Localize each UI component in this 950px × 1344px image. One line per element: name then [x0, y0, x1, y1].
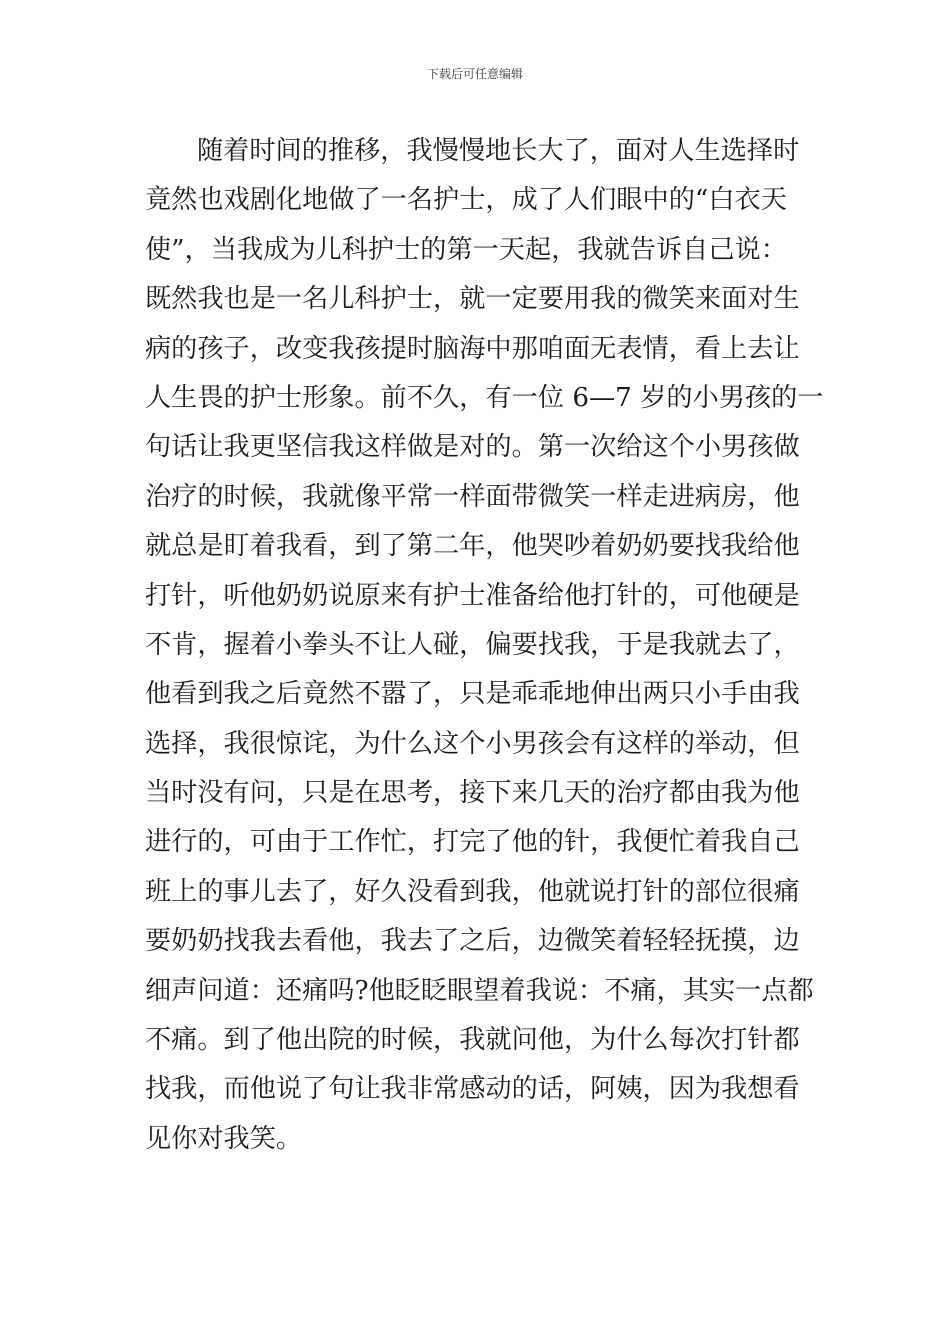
text-line: 不痛。到了他出院的时候，我就问他，为什么每次打针都	[145, 1025, 800, 1056]
text-line: 随着时间的推移，我慢慢地长大了，面对人生选择时	[197, 136, 800, 166]
text-line: 见你对我笑。	[145, 1123, 303, 1154]
text-line: 就总是盯着我看，到了第二年，他哭吵着奶奶要找我给他	[145, 531, 800, 562]
text-line: 找我，而他说了句让我非常感动的话，阿姨，因为我想看	[145, 1074, 800, 1105]
text-line: 治疗的时候，我就像平常一样面带微笑一样走进病房，他	[145, 481, 800, 512]
text-line: 班上的事儿去了，好久没看到我，他就说打针的部位很痛	[145, 876, 800, 907]
text-line: 竟然也戏剧化地做了一名护士，成了人们眼中的“白衣天	[145, 185, 787, 216]
text-line: 打针，听他奶奶说原来有护士准备给他打针的，可他硬是	[145, 580, 800, 611]
text-line: 选择，我很惊诧，为什么这个小男孩会有这样的举动，但	[145, 728, 800, 759]
text-line: 不肯，握着小拳头不让人碰，偏要找我，于是我就去了，	[145, 629, 800, 660]
page-header: 下载后可任意编辑	[426, 67, 523, 81]
text-line: 当时没有问，只是在思考，接下来几天的治疗都由我为他	[145, 778, 800, 809]
text-line: 人生畏的护士形象。前不久，有一位 6—7 岁的小男孩的一	[145, 382, 824, 413]
text-line: 细声问道：还痛吗?他眨眨眼望着我说：不痛，其实一点都	[145, 975, 814, 1006]
text-line: 病的孩子，改变我孩提时脑海中那咱面无表情，看上去让	[145, 333, 800, 364]
text-line: 他看到我之后竟然不嚣了，只是乖乖地伸出两只小手由我	[145, 679, 800, 710]
text-line: 使”，当我成为儿科护士的第一天起，我就告诉自己说：	[145, 234, 787, 265]
body-paragraph	[145, 127, 824, 1164]
text-line: 要奶奶找我去看他，我去了之后，边微笑着轻轻抚摸，边	[145, 926, 800, 957]
text-line: 进行的，可由于工作忙，打完了他的针，我便忙着我自己	[145, 827, 800, 858]
text-line: 既然我也是一名儿科护士，就一定要用我的微笑来面对生	[145, 284, 800, 315]
text-line: 句话让我更坚信我这样做是对的。第一次给这个小男孩做	[145, 432, 800, 463]
